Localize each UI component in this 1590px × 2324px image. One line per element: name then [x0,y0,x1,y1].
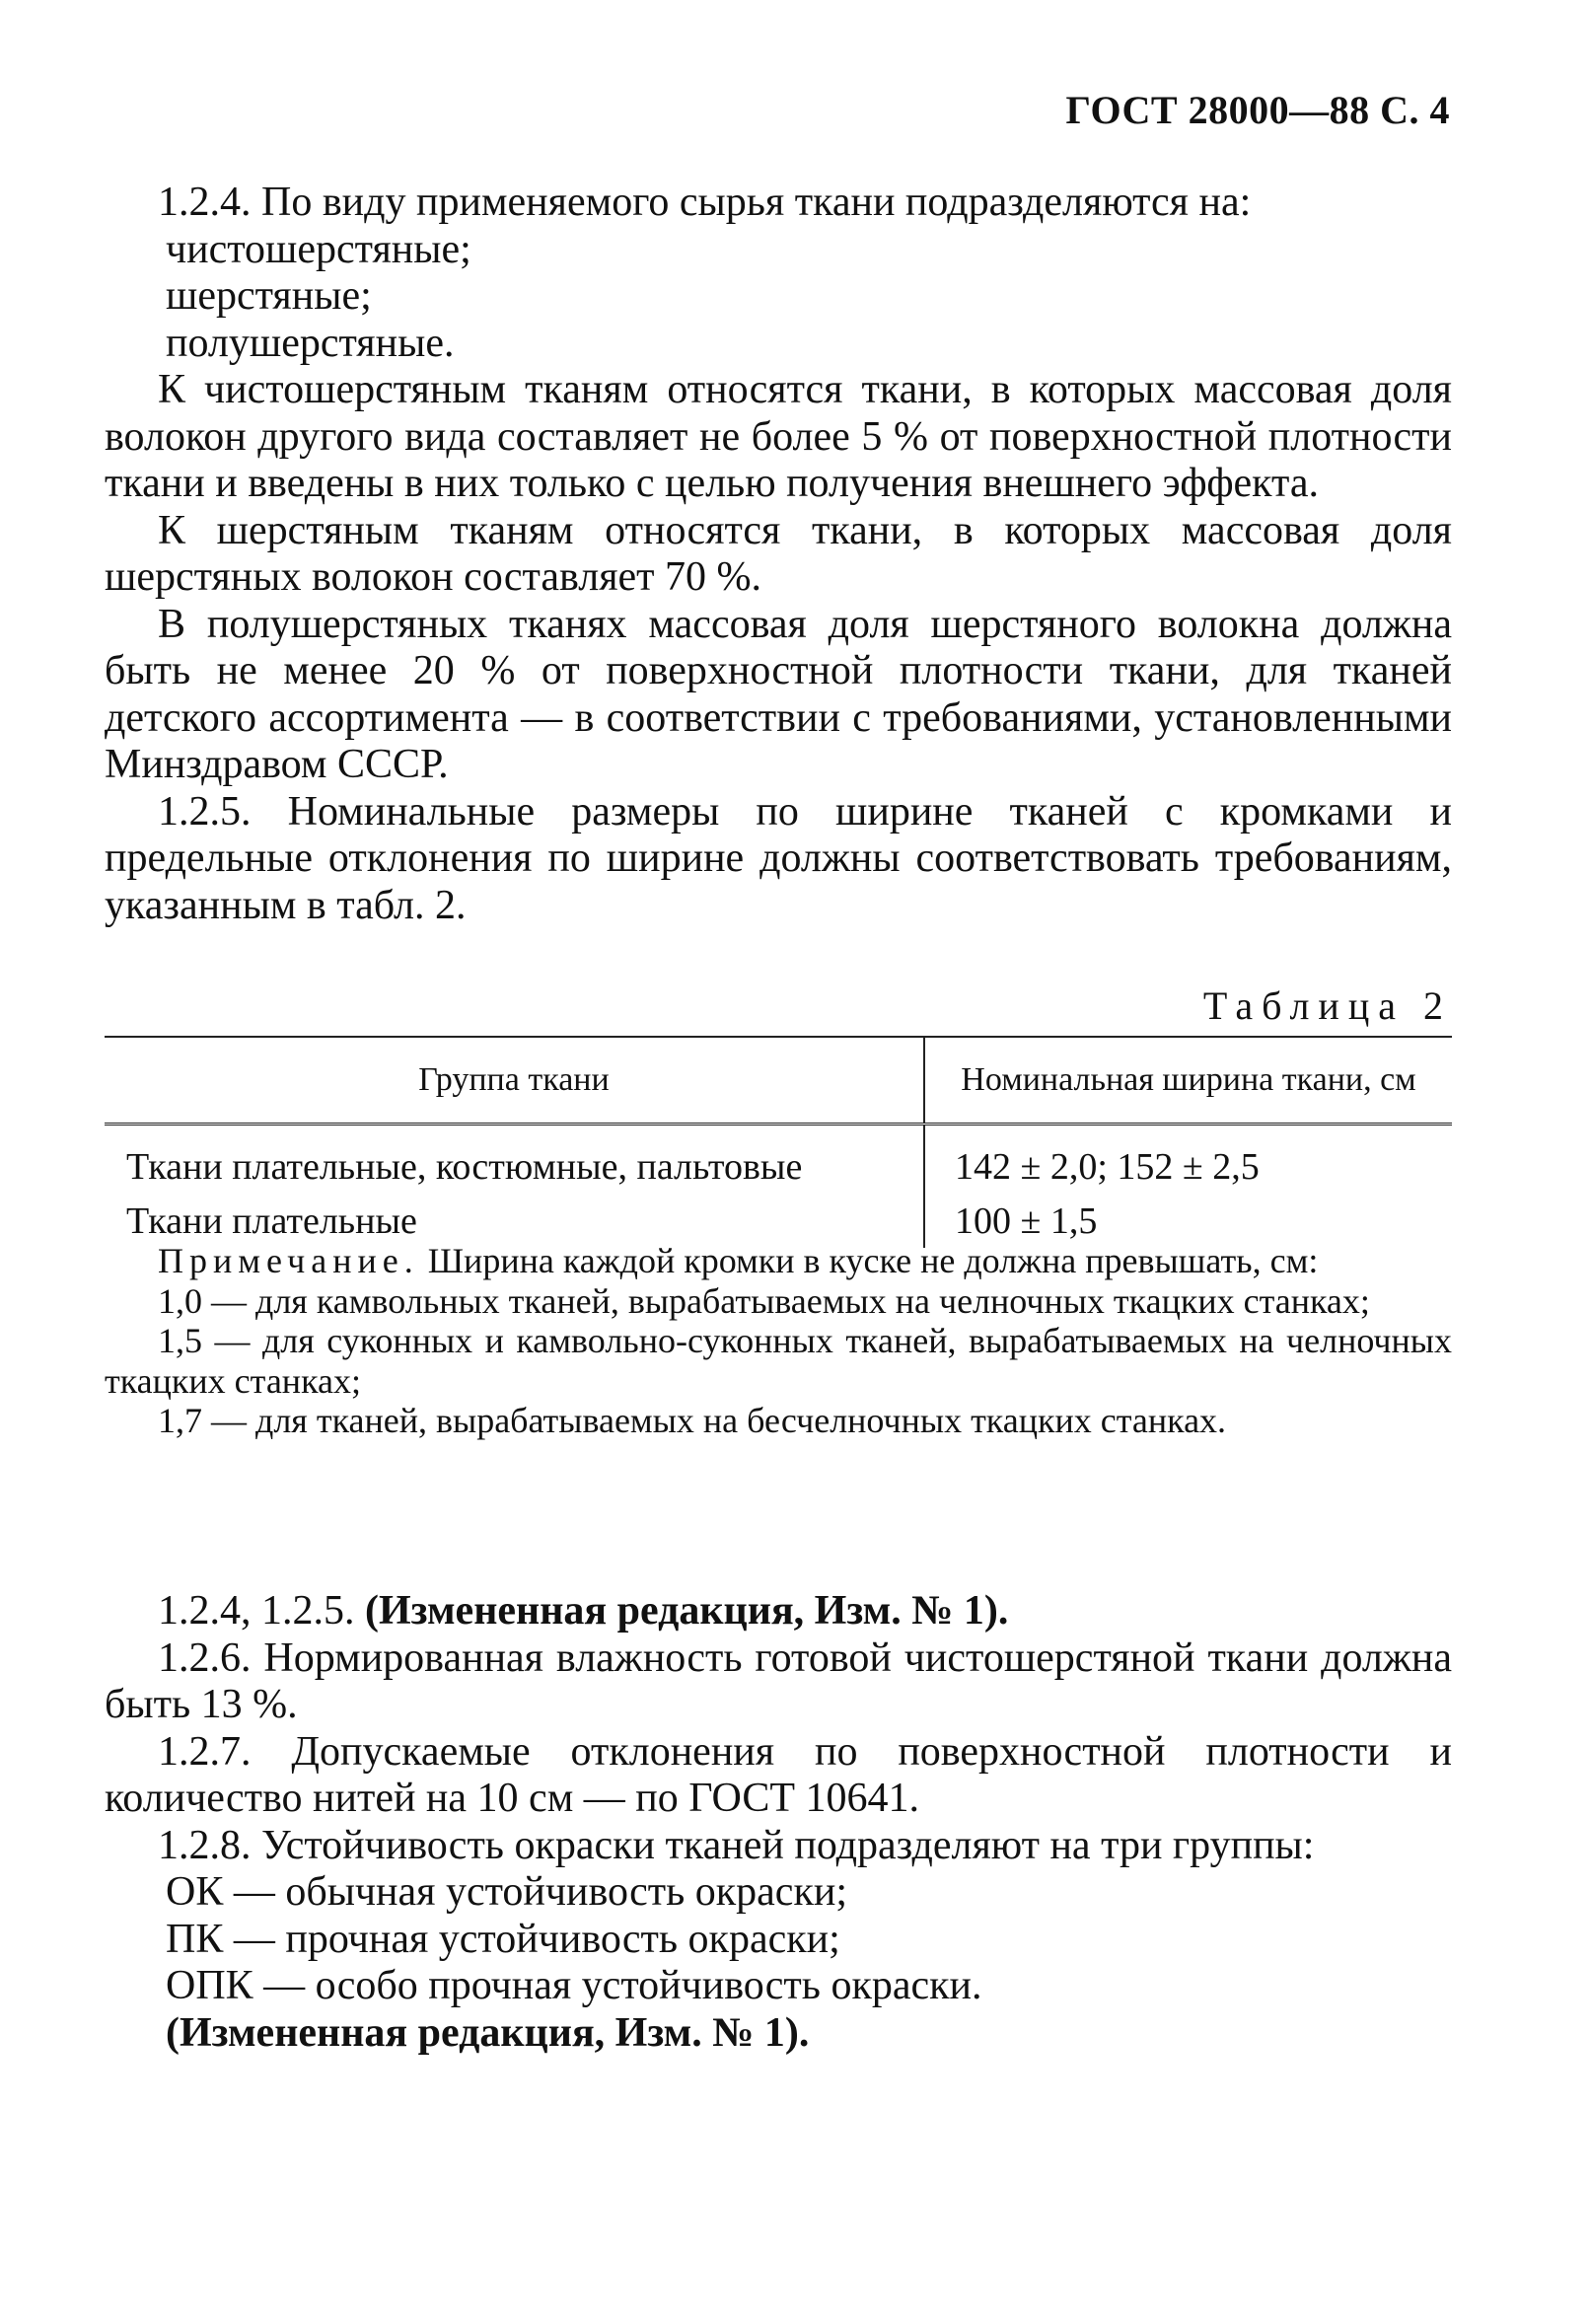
note-item: 1,5 — для суконных и камвольно-суконных тканей, вырабатываемых на челночных ткацких станках; [105,1321,1452,1401]
table-header-cell: Группа ткани [105,1037,924,1125]
paragraph-wool: К шерстяным тканям относятся ткани, в которых массовая доля шерстяных волокон составляет 70 %. [105,507,1452,600]
note-label: Примечание. [158,1241,419,1280]
paragraph-semi-wool: В полушерстяных тканях массовая доля шерстяного волокна должна быть не менее 20 % от поверхностной плотности ткани, для тканей детского ассортимента — в соответствии с требованиями, установленными Минздравом СССР. [105,601,1452,787]
table-cell: 142 ± 2,0; 152 ± 2,5 [955,1145,1260,1188]
list-item: шерстяные; [166,273,372,319]
amendment-ref: 1.2.4, 1.2.5. [158,1588,355,1634]
note-item: 1,0 — для камвольных тканей, вырабатываемых на челночных ткацких станках; [158,1280,1370,1321]
table-header-row [105,1037,1452,1125]
width-table [105,1036,1452,1248]
amendment-final-text: (Измененная редакция, Изм. № 1). [166,2009,810,2056]
main-text [105,180,1452,929]
amendment-final [105,2010,1452,2058]
table-row [105,1125,1452,1195]
note-item: 1,7 — для тканей, вырабатываемых на бесчелночных ткацких станках. [158,1401,1227,1440]
note-intro-text: Ширина каждой кромки в куске не должна превышать, см: [418,1241,1319,1280]
table-note [105,1241,1452,1441]
clause-1-2-5: 1.2.5. Номинальные размеры по ширине тканей с кромками и предельные отклонения по ширине должны соответствовать требованиям, указанным в табл. 2. [105,788,1452,928]
table-row [105,1194,1452,1248]
table-caption: Таблица 2 [1202,983,1452,1028]
table-cell: 100 ± 1,5 [955,1199,1098,1242]
list-item: полушерстяные. [166,320,455,366]
table-cell: Ткани плательные [105,1194,924,1248]
amendment-line [105,1588,1452,1635]
page-header: ГОСТ 28000—88 С. 4 [1065,88,1450,132]
list-item: ПК — прочная устойчивость окраски; [166,1916,840,1962]
clause-1-2-6: 1.2.6. Нормированная влажность готовой чистошерстяной ткани должна быть 13 %. [105,1634,1452,1727]
paragraph-pure-wool: К чистошерстяным тканям относятся ткани, в которых массовая доля волокон другого вида составляет не более 5 % от поверхностной плотности ткани и введены в них только с целью получения внешнего эффекта. [105,367,1452,506]
table-header-cell: Номинальная ширина ткани, см [924,1037,1452,1125]
note-intro [105,1241,1452,1281]
clause-1-2-4: 1.2.4. По виду применяемого сырья ткани подразделяются на: [158,180,1252,225]
list-item: ОПК — особо прочная устойчивость окраски. [166,1963,982,2008]
amendment-text: (Измененная редакция, Изм. № 1). [365,1588,1009,1634]
clause-1-2-7: 1.2.7. Допускаемые отклонения по поверхностной плотности и количество нитей на 10 см — по ГОСТ 10641. [105,1728,1452,1821]
clause-1-2-8: 1.2.8. Устойчивость окраски тканей подразделяют на три группы: [158,1822,1315,1868]
list-item: чистошерстяные; [166,226,471,272]
tail-text [105,1588,1452,2057]
list-item: ОК — обычная устойчивость окраски; [166,1869,847,1915]
table-cell: Ткани плательные, костюмные, пальтовые [105,1125,924,1195]
